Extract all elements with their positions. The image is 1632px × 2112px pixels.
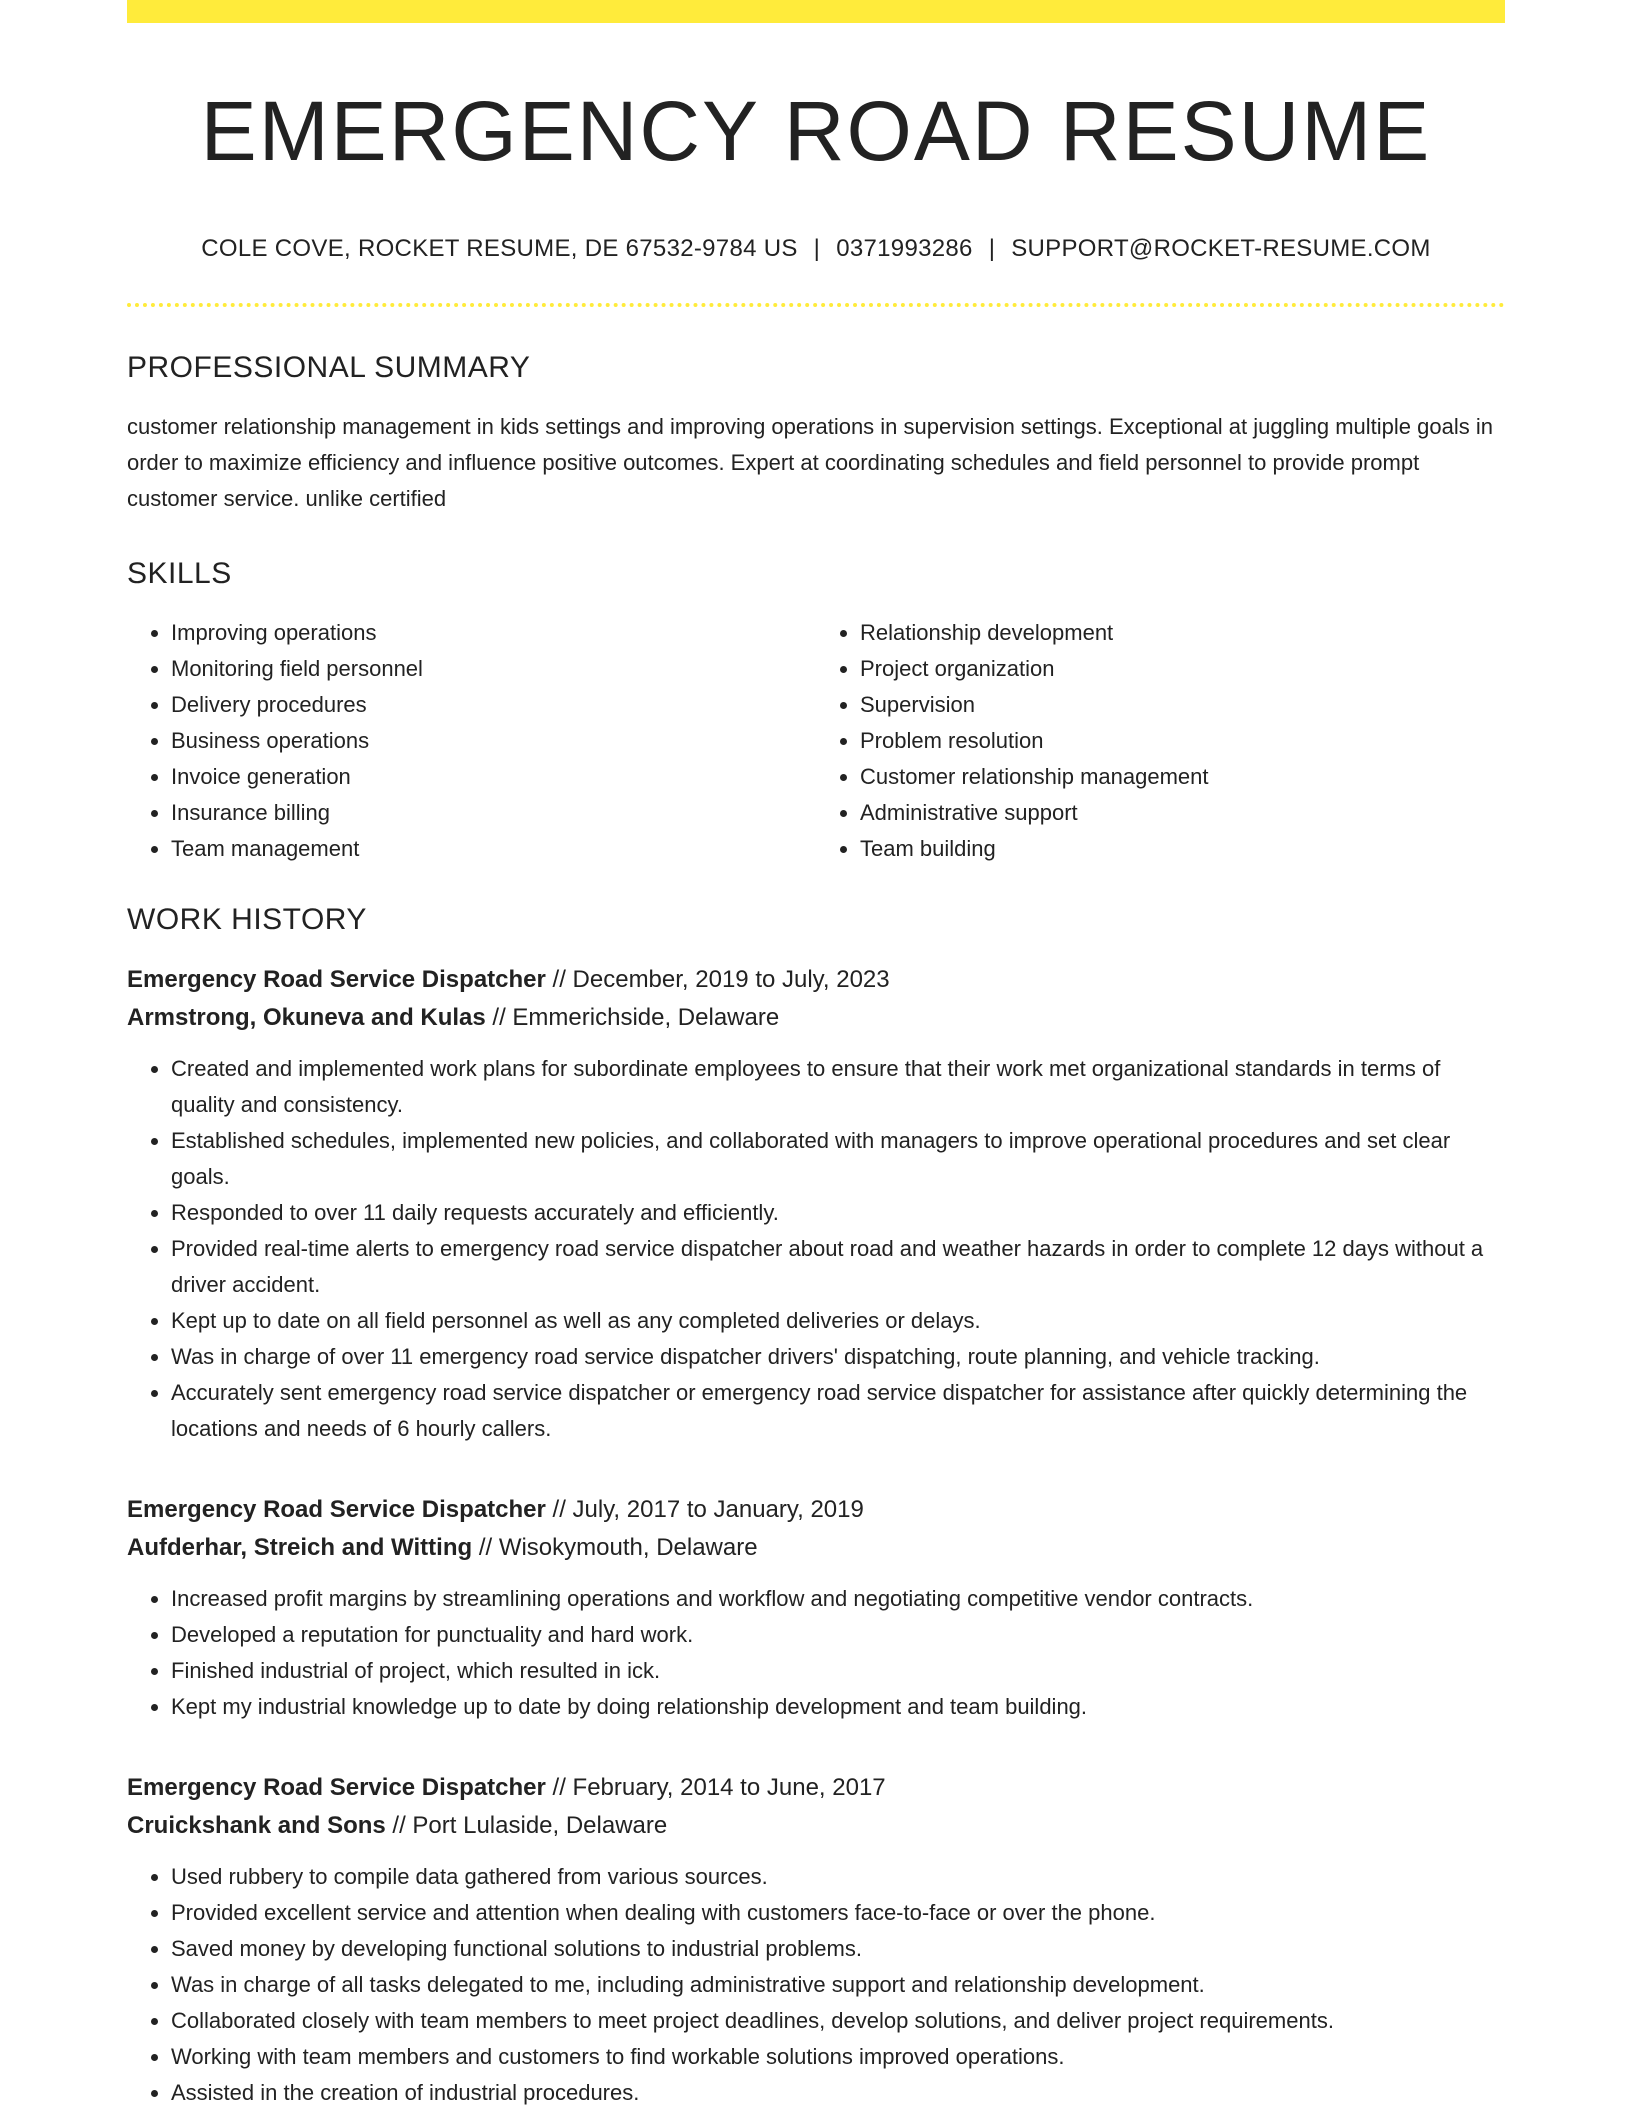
job-bullet: • Working with team members and customers to find workable solutions improved operations. <box>171 2039 1505 2075</box>
job-bullet: • Kept up to date on all field personnel as well as any completed deliveries or delays. <box>171 1303 1505 1339</box>
accent-top-bar <box>127 0 1505 23</box>
skill-item: • Relationship development <box>860 615 1505 651</box>
job-bullet: • Accurately sent emergency road service dispatcher or emergency road service dispatcher for assistance after quickly determining the locations and needs of 6 hourly callers. <box>171 1375 1505 1447</box>
job-bullet: • Increased profit margins by streamlining operations and workflow and negotiating competitive vendor contracts. <box>171 1581 1505 1617</box>
job-bullet: • Finished industrial of project, which resulted in ick. <box>171 1653 1505 1689</box>
job-bullet: • Was in charge of over 11 emergency road service dispatcher drivers' dispatching, route planning, and vehicle tracking. <box>171 1339 1505 1375</box>
summary-heading: PROFESSIONAL SUMMARY <box>127 351 531 385</box>
resume-page <box>127 0 1505 2111</box>
skill-item: • Business operations <box>171 723 816 759</box>
contact-line <box>127 235 1505 263</box>
skill-item: • Monitoring field personnel <box>171 651 816 687</box>
job-bullet: • Collaborated closely with team members to meet project deadlines, develop solutions, and deliver project requirements. <box>171 2003 1505 2039</box>
skills-list-left <box>127 615 816 867</box>
skill-item: • Improving operations <box>171 615 816 651</box>
skill-item: • Problem resolution <box>860 723 1505 759</box>
skill-item: • Invoice generation <box>171 759 816 795</box>
job-company: Aufderhar, Streich and Witting <box>127 1534 473 1562</box>
job-entry <box>127 961 1505 1447</box>
skill-item: • Administrative support <box>860 795 1505 831</box>
contact-email: SUPPORT@ROCKET-RESUME.COM <box>1011 235 1431 263</box>
job-role: Emergency Road Service Dispatcher <box>127 966 546 994</box>
job-title-line <box>127 961 1505 999</box>
job-bullets <box>127 1051 1505 1447</box>
job-company-line <box>127 1807 1505 1845</box>
contact-separator: | <box>988 235 996 263</box>
job-role: Emergency Road Service Dispatcher <box>127 1774 546 1802</box>
contact-phone: 0371993286 <box>836 235 973 263</box>
dotted-divider <box>127 303 1505 307</box>
skill-item: • Team management <box>171 831 816 867</box>
contact-separator: | <box>813 235 821 263</box>
job-title-line <box>127 1769 1505 1807</box>
job-bullet: • Was in charge of all tasks delegated to me, including administrative support and relationship development. <box>171 1967 1505 2003</box>
job-bullet: • Established schedules, implemented new policies, and collaborated with managers to improve operational procedures and set clear goals. <box>171 1123 1505 1195</box>
skill-item: • Customer relationship management <box>860 759 1505 795</box>
job-dates: // February, 2014 to June, 2017 <box>552 1774 886 1802</box>
resume-name: EMERGENCY ROAD RESUME <box>200 84 1432 178</box>
job-bullets <box>127 1581 1505 1725</box>
contact-address: COLE COVE, ROCKET RESUME, DE 67532-9784 US <box>201 235 798 263</box>
job-location: // Wisokymouth, Delaware <box>478 1534 758 1562</box>
job-bullet: • Provided real-time alerts to emergency road service dispatcher about road and weather hazards in order to complete 12 days without a driver accident. <box>171 1231 1505 1303</box>
summary-text: customer relationship management in kids settings and improving operations in supervision settings. Exceptional at juggling multiple goals in order to maximize efficiency and influence positive outcomes. Expert at coordinating schedules and field personnel to provide prompt customer service. unlike certified <box>127 414 1493 512</box>
job-company: Armstrong, Okuneva and Kulas <box>127 1004 486 1032</box>
skill-item: • Team building <box>860 831 1505 867</box>
job-entry <box>127 1491 1505 1725</box>
job-entry <box>127 1769 1505 2111</box>
skill-item: • Supervision <box>860 687 1505 723</box>
skill-item: • Delivery procedures <box>171 687 816 723</box>
job-company: Cruickshank and Sons <box>127 1812 386 1840</box>
job-dates: // December, 2019 to July, 2023 <box>552 966 890 994</box>
job-role: Emergency Road Service Dispatcher <box>127 1496 546 1524</box>
skills-list-right <box>816 615 1505 867</box>
job-location: // Port Lulaside, Delaware <box>392 1812 668 1840</box>
job-bullet: • Assisted in the creation of industrial procedures. <box>171 2075 1505 2111</box>
job-bullet: • Developed a reputation for punctuality and hard work. <box>171 1617 1505 1653</box>
work-history-heading: WORK HISTORY <box>127 903 367 937</box>
skills-heading: SKILLS <box>127 557 232 591</box>
job-location: // Emmerichside, Delaware <box>492 1004 780 1032</box>
job-bullet: • Kept my industrial knowledge up to date by doing relationship development and team building. <box>171 1689 1505 1725</box>
skill-item: • Insurance billing <box>171 795 816 831</box>
skill-item: • Project organization <box>860 651 1505 687</box>
job-company-line <box>127 1529 1505 1567</box>
job-dates: // July, 2017 to January, 2019 <box>552 1496 864 1524</box>
job-bullet: • Created and implemented work plans for subordinate employees to ensure that their work met organizational standards in terms of quality and consistency. <box>171 1051 1505 1123</box>
job-bullet: • Responded to over 11 daily requests accurately and efficiently. <box>171 1195 1505 1231</box>
job-bullet: • Saved money by developing functional solutions to industrial problems. <box>171 1931 1505 1967</box>
job-bullet: • Used rubbery to compile data gathered from various sources. <box>171 1859 1505 1895</box>
job-bullets <box>127 1859 1505 2111</box>
job-bullet: • Provided excellent service and attention when dealing with customers face-to-face or over the phone. <box>171 1895 1505 1931</box>
job-title-line <box>127 1491 1505 1529</box>
job-company-line <box>127 999 1505 1037</box>
skills-grid <box>127 615 1505 867</box>
